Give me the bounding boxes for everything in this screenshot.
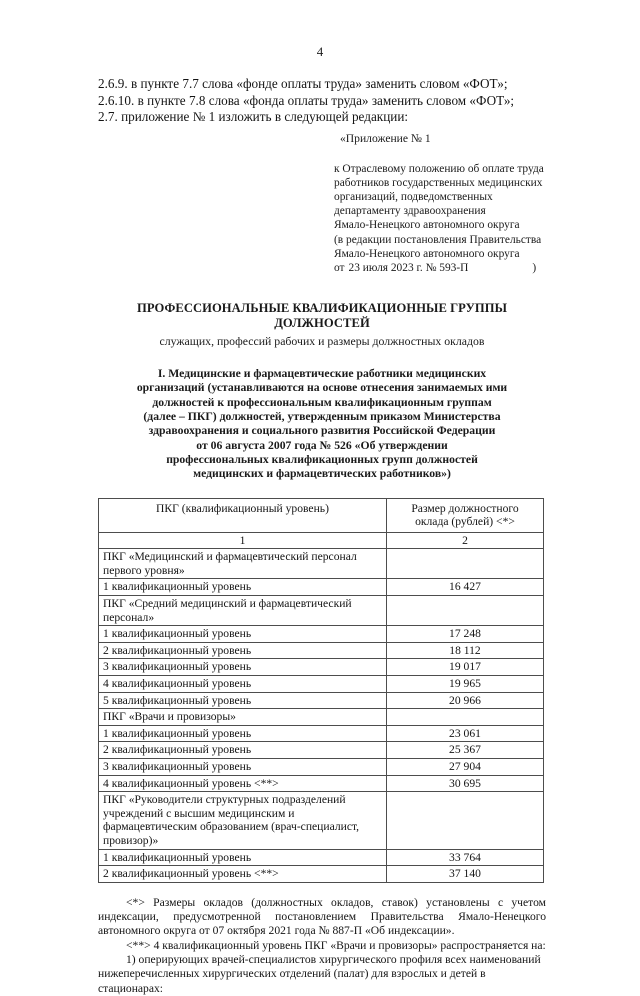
row-value: 30 695 — [387, 775, 544, 792]
column-number-2: 2 — [387, 532, 544, 549]
row-value: 19 017 — [387, 659, 544, 676]
row-label: 5 квалификационный уровень — [99, 692, 387, 709]
row-label: 1 квалификационный уровень — [99, 626, 387, 643]
table-row — [99, 849, 544, 866]
document-heading — [98, 301, 546, 348]
page-number: 4 — [316, 44, 324, 59]
attachment-ref-line: департаменту здравоохранения — [334, 205, 486, 218]
table-row — [99, 709, 544, 726]
column-header-amount-line1: Размер должностного — [411, 501, 519, 515]
column-number-1: 1 — [99, 532, 387, 549]
row-value: 19 965 — [387, 676, 544, 693]
table-row — [99, 659, 544, 676]
attachment-ref-line: к Отраслевому положению об оплате труда — [334, 162, 544, 175]
table-row — [99, 596, 544, 626]
column-header-amount — [387, 498, 544, 532]
row-label: ПКГ «Средний медицинский и фармацевтический персонал» — [99, 596, 387, 626]
date-prefix: от — [334, 261, 345, 274]
section-title-line: от 06 августа 2007 года № 526 «Об утверждении — [196, 438, 448, 452]
table-header-row — [99, 498, 544, 532]
table-row — [99, 866, 544, 883]
table-row — [99, 676, 544, 693]
footnote-list-item: 1) оперирующих врачей-специалистов хирургического профиля всех наименований нижеперечисленных хирургических отделений (палат) для взрослых и детей в стационарах: — [98, 952, 541, 995]
row-value — [387, 709, 544, 726]
row-value: 18 112 — [387, 642, 544, 659]
attachment-ref-line: работников государственных медицинских — [334, 176, 543, 189]
table-row — [99, 579, 544, 596]
table-row — [99, 642, 544, 659]
row-label: 3 квалификационный уровень — [99, 659, 387, 676]
section-title-line: профессиональных квалификационных групп должностей — [166, 452, 478, 466]
row-value — [387, 596, 544, 626]
section-title — [112, 367, 532, 481]
table-row — [99, 692, 544, 709]
attachment-reference-block — [334, 132, 564, 276]
row-value: 20 966 — [387, 692, 544, 709]
row-label: 1 квалификационный уровень — [99, 579, 387, 596]
salary-table — [98, 498, 544, 883]
row-label: 2 квалификационный уровень — [99, 742, 387, 759]
row-value — [387, 792, 544, 849]
row-value: 23 061 — [387, 725, 544, 742]
row-label: 2 квалификационный уровень — [99, 642, 387, 659]
row-value: 27 904 — [387, 759, 544, 776]
attachment-ref-line: (в редакции постановления Правительства — [334, 233, 542, 246]
row-value — [387, 549, 544, 579]
page-title: ПРОФЕССИОНАЛЬНЫЕ КВАЛИФИКАЦИОННЫЕ ГРУППЫ ДОЛЖНОСТЕЙ — [136, 301, 507, 331]
row-value: 25 367 — [387, 742, 544, 759]
row-label: 1 квалификационный уровень — [99, 849, 387, 866]
table-row — [99, 725, 544, 742]
row-label: 2 квалификационный уровень <**> — [99, 866, 387, 883]
date-value: 23 июля 2023 г. № 593-П — [348, 261, 469, 274]
row-label: 1 квалификационный уровень — [99, 725, 387, 742]
attachment-ref-line: Ямало-Ненецкого автономного округа — [334, 219, 520, 232]
row-label: ПКГ «Руководители структурных подразделений учреждений с высшим медицинским и фармацевтическим образованием (врач-специалист, провизор)» — [99, 792, 387, 849]
column-header-amount-line2: оклада (рублей) <*> — [415, 515, 515, 529]
row-value: 16 427 — [387, 579, 544, 596]
footnote-asterisk: <*> Размеры окладов (должностных окладов, ставок) установлены с учетом индексации, предусмотренной постановлением Правительства Ямало-Ненецкого автономного округа от 07 октября 2021 года № 887-П «Об индексации». — [98, 895, 546, 938]
section-title-line: I. Медицинские и фармацевтические работники медицинских — [157, 367, 487, 381]
row-label: ПКГ «Медицинский и фармацевтический персонал первого уровня» — [99, 549, 387, 579]
row-value: 33 764 — [387, 849, 544, 866]
table-enumeration-row — [99, 532, 544, 549]
clause-item: 2.7. приложение № 1 изложить в следующей редакции: — [98, 109, 409, 124]
row-label: 4 квалификационный уровень <**> — [99, 775, 387, 792]
attachment-ref-line: организаций, подведомственных — [334, 190, 493, 203]
footnote-double-asterisk: <**> 4 квалификационный уровень ПКГ «Врачи и провизоры» распространяется на: — [126, 938, 546, 952]
clause-item: 2.6.9. в пункте 7.7 слова «фонде оплаты труда» заменить словом «ФОТ»; — [98, 76, 508, 91]
section-title-line: (далее – ПКГ) должностей, утвержденным приказом Министерства — [143, 410, 501, 424]
section-title-line: здравоохранения и социального развития Российской Федерации — [148, 424, 496, 438]
attachment-date-line — [334, 261, 564, 275]
table-body — [99, 549, 544, 882]
table-row — [99, 759, 544, 776]
table-head — [99, 498, 544, 549]
column-header-pkg: ПКГ (квалификационный уровень) — [99, 498, 387, 532]
clause-list — [98, 76, 546, 126]
row-value: 17 248 — [387, 626, 544, 643]
row-label: 3 квалификационный уровень — [99, 759, 387, 776]
section-title-line: медицинских и фармацевтических работников») — [193, 467, 451, 481]
table-row — [99, 775, 544, 792]
table-row — [99, 549, 544, 579]
document-body — [98, 76, 546, 996]
table-row — [99, 742, 544, 759]
row-label: ПКГ «Врачи и провизоры» — [99, 709, 387, 726]
clause-item: 2.6.10. в пункте 7.8 слова «фонда оплаты труда» заменить словом «ФОТ»; — [98, 92, 515, 108]
section-title-line: должностей к профессиональным квалификационным группам — [152, 395, 492, 409]
row-value: 37 140 — [387, 866, 544, 883]
page-subtitle: служащих, профессий рабочих и размеры должностных окладов — [159, 334, 485, 349]
table-row — [99, 792, 544, 849]
table-row — [99, 626, 544, 643]
closing-paren: ) — [532, 261, 537, 274]
row-label: 4 квалификационный уровень — [99, 676, 387, 693]
footnotes-block — [98, 896, 546, 996]
attachment-ref-line: Ямало-Ненецкого автономного округа — [334, 247, 520, 260]
section-title-line: организаций (устанавливаются на основе отнесения занимаемых ими — [136, 381, 508, 395]
attachment-title: «Приложение № 1 — [340, 131, 431, 145]
